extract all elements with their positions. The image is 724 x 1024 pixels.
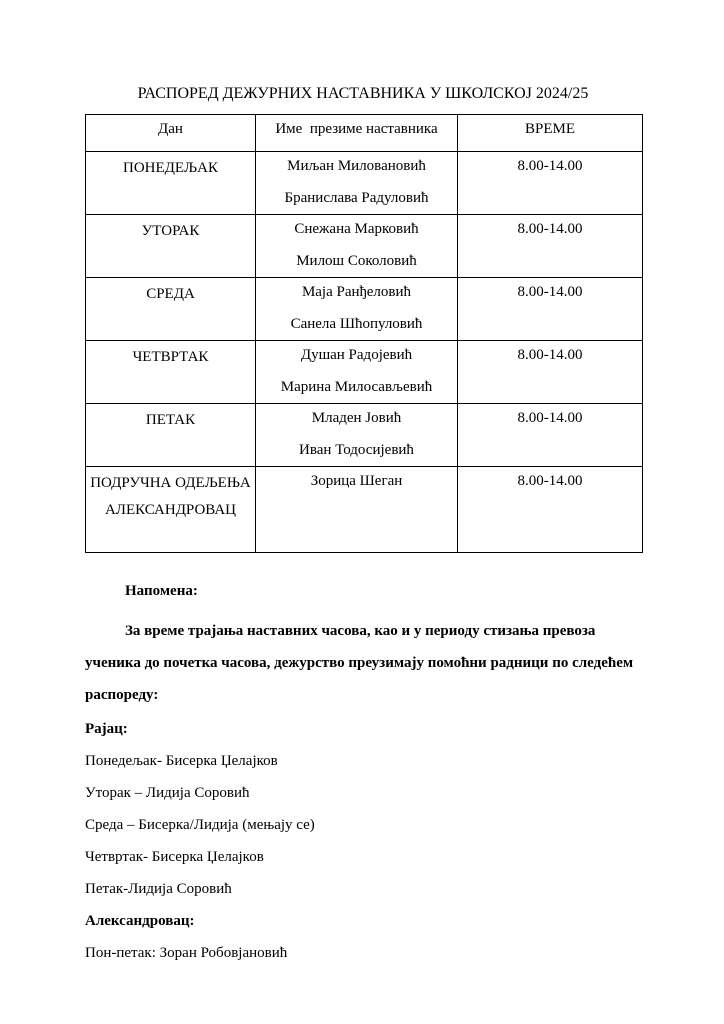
notes-section: [85, 583, 642, 962]
day-label: АЛЕКСАНДРОВАЦ: [104, 502, 237, 518]
day-cell: [86, 215, 256, 278]
table-row: [86, 278, 643, 341]
day-cell: [86, 404, 256, 467]
teacher-name: Снежана Марковић: [294, 221, 419, 237]
teacher-name: Бранислава Радуловић: [284, 190, 429, 206]
teacher-names-cell: [256, 467, 458, 553]
teacher-name: Милош Соколовић: [296, 253, 417, 269]
col-header-teacher: Име презиме наставника: [256, 115, 458, 152]
col-header-day: Дан: [86, 115, 256, 152]
rajac-line-wednesday: Среда – Бисерка/Лидија (мењају се): [85, 817, 315, 833]
table-row: [86, 215, 643, 278]
day-label: ПОДРУЧНА ОДЕЉЕЊА: [90, 475, 251, 491]
page-title: РАСПОРЕД ДЕЖУРНИХ НАСТАВНИКА У ШКОЛСКОЈ 2024/25: [137, 85, 589, 102]
rajac-line-monday: Понедељак- Бисерка Џелајков: [85, 753, 278, 769]
teacher-name: Зорица Шеган: [310, 473, 403, 489]
rajac-line-thursday: Четвртак- Бисерка Џелајков: [85, 849, 264, 865]
time-cell: 8.00-14.00: [458, 404, 643, 467]
teacher-names-cell: [256, 278, 458, 341]
day-cell: [86, 152, 256, 215]
note-heading: Напомена:: [125, 583, 198, 599]
note-paragraph: За време трајања наставних часова, као и у периоду стизања превоза ученика до почетка часова, дежурство преузимају помоћни радници по следећем распореду:: [85, 623, 634, 703]
table-row: [86, 152, 643, 215]
teacher-names-cell: [256, 152, 458, 215]
rajac-line-tuesday: Уторак – Лидија Соровић: [85, 785, 250, 801]
teacher-name: Иван Тодосијевић: [299, 442, 414, 458]
table-header-row: [86, 115, 643, 152]
day-label: ЧЕТВРТАК: [132, 349, 209, 365]
teacher-name: Миљан Миловановић: [287, 158, 426, 174]
teacher-names-cell: [256, 215, 458, 278]
teacher-name: Маја Ранђеловић: [301, 284, 412, 300]
teacher-name: Младен Јовић: [311, 410, 402, 426]
rajac-heading: Рајац:: [85, 721, 128, 737]
teacher-names-cell: [256, 404, 458, 467]
time-cell: 8.00-14.00: [458, 467, 643, 553]
teacher-name: Душан Радојевић: [300, 347, 413, 363]
day-label: ПЕТАК: [145, 412, 196, 428]
col-header-time: ВРЕМЕ: [458, 115, 643, 152]
aleksandrovac-heading: Александровац:: [85, 913, 195, 929]
table-row: [86, 467, 643, 553]
day-label: УТОРАК: [141, 223, 200, 239]
teacher-names-cell: [256, 341, 458, 404]
time-cell: 8.00-14.00: [458, 278, 643, 341]
duty-schedule-table: [85, 114, 643, 553]
day-label: СРЕДА: [146, 286, 195, 302]
time-cell: 8.00-14.00: [458, 341, 643, 404]
table-row: [86, 341, 643, 404]
table-row: [86, 404, 643, 467]
day-cell: [86, 278, 256, 341]
day-label: ПОНЕДЕЉАК: [123, 160, 218, 176]
teacher-name: Марина Милосављевић: [280, 379, 433, 395]
time-cell: 8.00-14.00: [458, 152, 643, 215]
time-cell: 8.00-14.00: [458, 215, 643, 278]
rajac-line-friday: Петак-Лидија Соровић: [85, 881, 232, 897]
teacher-name: Санела Шћопуловић: [290, 316, 423, 332]
day-cell: [86, 341, 256, 404]
aleksandrovac-line: Пон-петак: Зоран Робовјановић: [85, 945, 288, 961]
day-cell: [86, 467, 256, 553]
